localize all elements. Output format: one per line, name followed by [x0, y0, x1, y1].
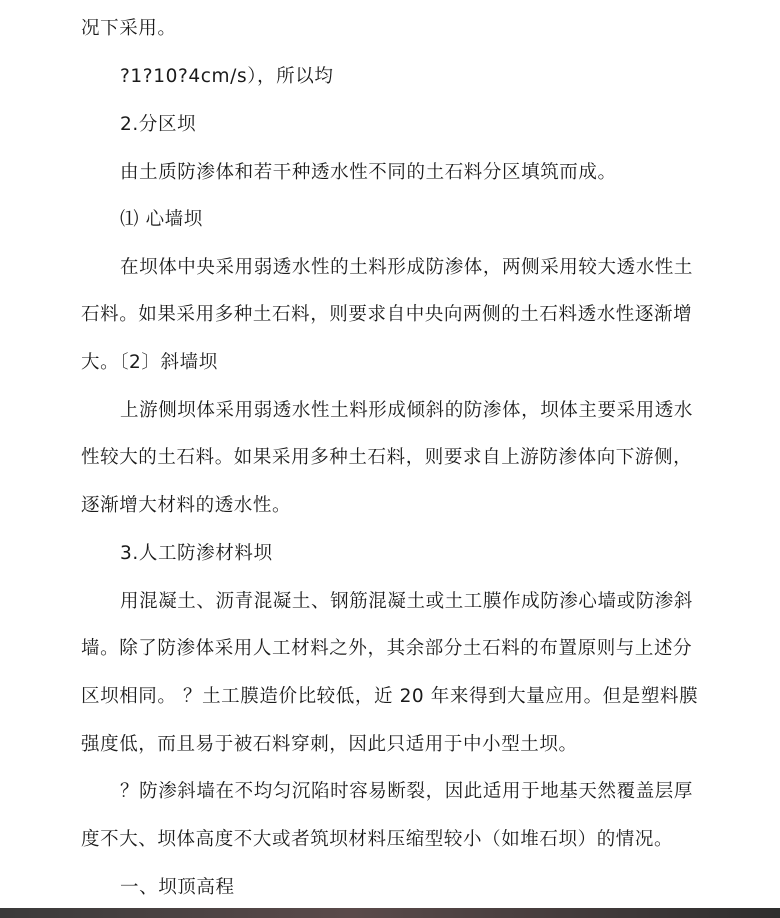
text-line: 况下采用。 [81, 18, 177, 39]
text-line: 区坝相同。 ？土工膜造价比较低，近 20 年来得到大量应用。但是塑料膜 [81, 686, 699, 707]
text-line: 由土质防渗体和若干种透水性不同的土石料分区填筑而成。 [120, 162, 617, 183]
text-line: 强度低，而且易于被石料穿刺，因此只适用于中小型土坝。 [81, 734, 578, 755]
subsection-heading: ⑴ 心墙坝 [120, 209, 203, 230]
text-line: 墙。除了防渗体采用人工材料之外，其余部分土石料的布置原则与上述分 [81, 638, 693, 659]
text-line: 石料。如果采用多种土石料，则要求自中央向两侧的土石料透水性逐渐增 [81, 304, 693, 325]
text-line: 上游侧坝体采用弱透水性土料形成倾斜的防渗体，坝体主要采用透水 [120, 400, 694, 421]
text-line: 大。〔2〕斜墙坝 [81, 352, 218, 373]
text-line: 用混凝土、沥青混凝土、钢筋混凝土或土工膜作成防渗心墙或防渗斜 [120, 591, 694, 612]
text-line: 性较大的土石料。如果采用多种土石料，则要求自上游防渗体向下游侧， [81, 447, 693, 468]
section-heading: 3.人工防渗材料坝 [120, 543, 273, 564]
text-line: 度不大、坝体高度不大或者筑坝材料压缩型较小（如堆石坝）的情况。 [81, 829, 674, 850]
text-line: 在坝体中央采用弱透水性的土料形成防渗体，两侧采用较大透水性土 [120, 257, 694, 278]
text-line: 逐渐增大材料的透水性。 [81, 495, 292, 516]
section-heading: 一、坝顶高程 [120, 877, 235, 898]
section-heading: 2.分区坝 [120, 114, 197, 135]
text-line: ？防渗斜墙在不均匀沉陷时容易断裂，因此适用于地基天然覆盖层厚 [120, 781, 694, 802]
bottom-edge-bar [0, 908, 780, 918]
text-line: ?1?10?4cm/s），所以均 [120, 66, 334, 87]
